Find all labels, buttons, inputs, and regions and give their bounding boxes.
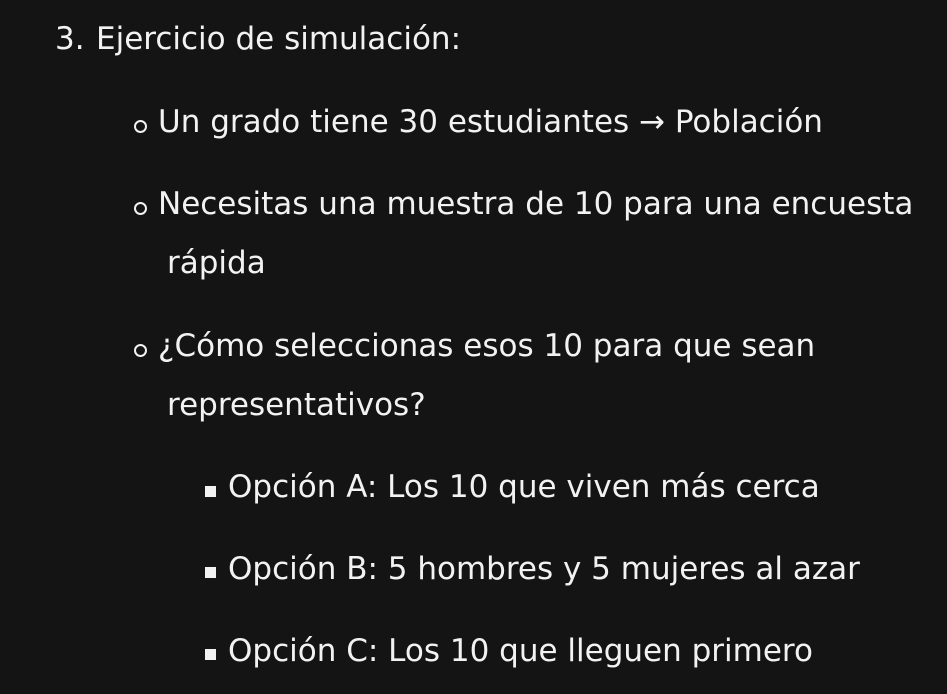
item-population: Un grado tiene 30 estudiantes → Población [158, 104, 823, 140]
circle-bullet-icon [134, 120, 147, 133]
option-c: Opción C: Los 10 que lleguen primero [228, 633, 813, 669]
option-b: Opción B: 5 hombres y 5 mujeres al azar [228, 551, 860, 587]
circle-bullet-icon [134, 202, 147, 215]
square-bullet-icon [205, 649, 216, 660]
circle-bullet-icon [134, 344, 147, 357]
option-a: Opción A: Los 10 que viven más cerca [228, 469, 820, 505]
square-bullet-icon [205, 486, 216, 497]
heading-title: Ejercicio de simulación: [96, 21, 462, 57]
item-sample-continuation: rápida [167, 245, 266, 281]
item-question-continuation: representativos? [167, 387, 426, 423]
item-sample: Necesitas una muestra de 10 para una encuesta [158, 186, 914, 222]
heading-number: 3. [55, 21, 85, 57]
square-bullet-icon [205, 567, 216, 578]
item-question: ¿Cómo seleccionas esos 10 para que sean [158, 328, 816, 364]
